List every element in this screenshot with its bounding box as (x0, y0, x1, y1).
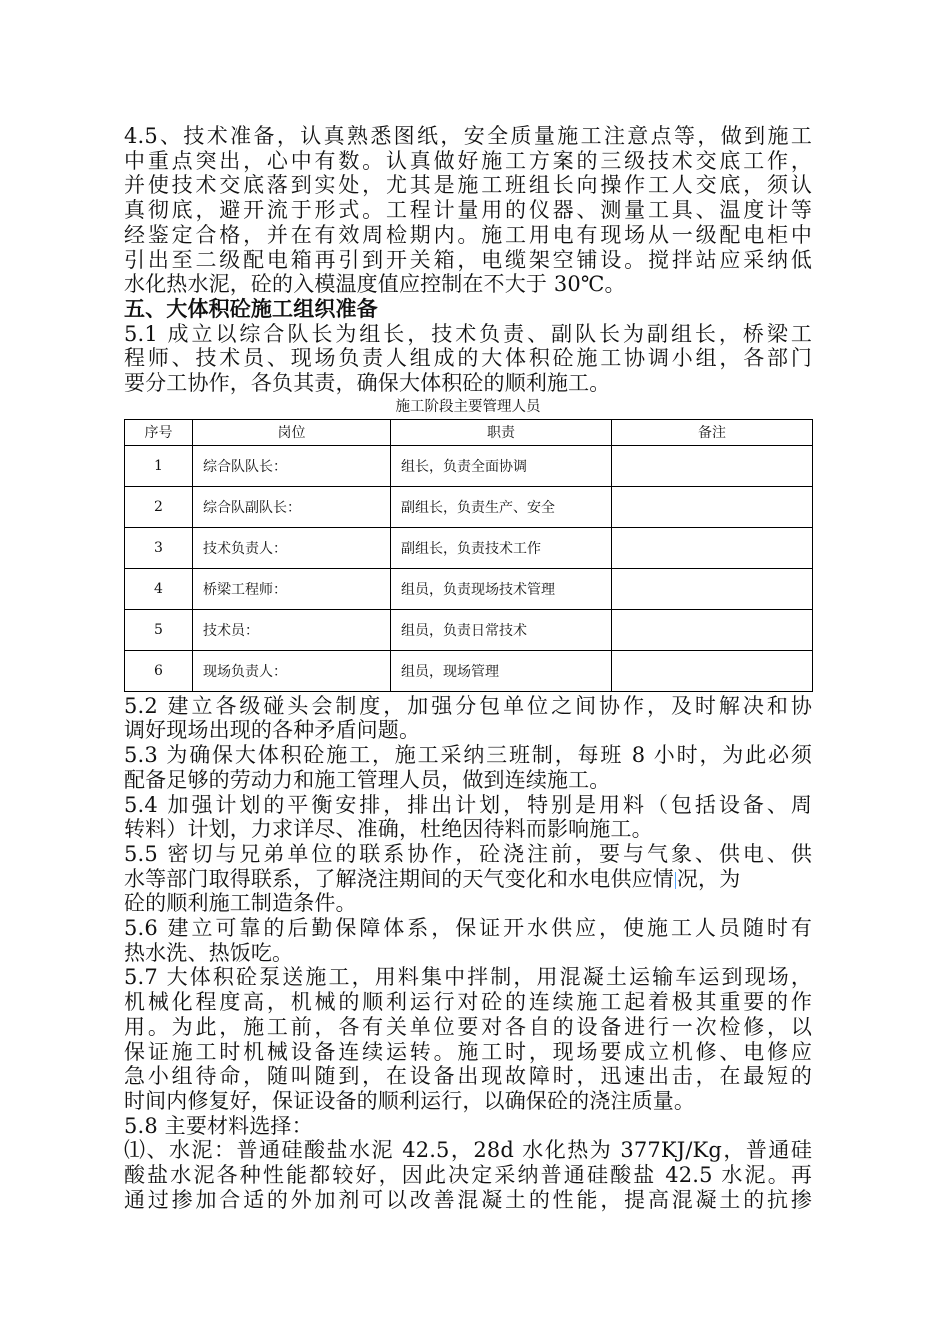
text-line: 配备足够的劳动力和施工管理人员，做到连续施工。 (124, 767, 611, 792)
cell-post: 综合队副队长： (193, 486, 391, 527)
text-line: 酸盐水泥各种性能都较好，因此决定采纳普通硅酸盐 42.5 水泥。再 (124, 1163, 812, 1188)
cell-duty: 组长，负责全面协调 (391, 445, 612, 486)
text-line: 热水洗、热饭吃。 (124, 940, 294, 965)
text-line: 通过掺加合适的外加剂可以改善混凝土的性能，提高混凝土的抗掺 (124, 1187, 812, 1212)
text-line: 5.4 加强计划的平衡安排，排出计划，特别是用料（包括设备、周 (124, 792, 812, 817)
cell-note (612, 568, 813, 609)
paragraph-5-8 (124, 1114, 812, 1213)
text-line: 转料）计划，力求详尽、准确，杜绝因待料而影响施工。 (124, 817, 653, 842)
cell-duty: 组员，负责现场技术管理 (391, 568, 612, 609)
table-row (125, 445, 813, 486)
cell-duty: 组员，现场管理 (391, 650, 612, 691)
header-post: 岗位 (193, 419, 391, 445)
paragraph-5-5 (124, 842, 812, 916)
header-duty: 职责 (391, 419, 612, 445)
table-row (125, 486, 813, 527)
paragraph-5-4 (124, 793, 812, 842)
cell-note (612, 445, 813, 486)
text-line: 4.5、技术准备，认真熟悉图纸，安全质量施工注意点等，做到施工 (124, 124, 812, 148)
text-line: 保证施工时机械设备连续运转。施工时，现场要成立机修、电修应 (124, 1039, 812, 1064)
table-header-row (125, 419, 813, 445)
cell-note (612, 650, 813, 691)
text-line: 中重点突出，心中有数。认真做好施工方案的三级技术交底工作， (124, 148, 812, 173)
text-line: 机械化程度高，机械的顺利运行对砼的连续施工起着极其重要的作 (124, 990, 812, 1015)
cell-note (612, 609, 813, 650)
text-line: 5.8 主要材料选择： (124, 1113, 313, 1138)
header-note: 备注 (612, 419, 813, 445)
text-cursor-mark (675, 872, 676, 889)
text-line: 用。为此，施工前，各有关单位要对各自的设备进行一次检修，以 (124, 1014, 812, 1039)
text-line: 5.7 大体积砼泵送施工，用料集中拌制，用混凝土运输车运到现场， (124, 965, 812, 990)
text-line: 水化热水泥，砼的入模温度值应控制在不大于 30℃。 (124, 272, 626, 297)
cell-note (612, 527, 813, 568)
text-line: 急小组待命，随叫随到，在设备出现故障时，迅速出击，在最短的 (124, 1064, 812, 1089)
text-line: 5.1 成立以综合队长为组长，技术负责、副队长为副组长，桥梁工 (124, 321, 812, 346)
cell-no: 6 (125, 650, 193, 691)
paragraph-5-1 (124, 322, 812, 396)
text-line: 5.5 密切与兄弟单位的联系协作，砼浇注前，要与气象、供电、供 (124, 841, 812, 866)
text-segment: 况，为 (676, 866, 741, 891)
paragraph-5-2 (124, 694, 812, 743)
cell-post: 技术负责人： (193, 527, 391, 568)
paragraph-4-5 (124, 124, 812, 297)
document-page (124, 124, 812, 1213)
cell-note (612, 486, 813, 527)
text-line: 调好现场出现的各种矛盾问题。 (124, 718, 421, 743)
cell-no: 2 (125, 486, 193, 527)
cell-post: 综合队队长： (193, 445, 391, 486)
cell-post: 现场负责人： (193, 650, 391, 691)
table-row (125, 650, 813, 691)
text-line: 引出至二级配电箱再引到开关箱，电缆架空铺设。搅拌站应采纳低 (124, 247, 812, 272)
text-line: 5.6 建立可靠的后勤保障体系，保证开水供应，使施工人员随时有 (124, 916, 812, 941)
text-line: 真彻底，避开流于形式。工程计量用的仪器、测量工具、温度计等 (124, 198, 812, 223)
text-line: ⑴、水泥：普通硅酸盐水泥 42.5，28d 水化热为 377KJ/Kg，普通硅 (124, 1138, 812, 1163)
text-line: 5.3 为确保大体积砼施工，施工采纳三班制，每班 8 小时，为此必须 (124, 743, 812, 768)
cell-duty: 副组长，负责生产、安全 (391, 486, 612, 527)
paragraph-5-6 (124, 916, 812, 965)
table-row (125, 568, 813, 609)
cell-no: 1 (125, 445, 193, 486)
table-row (125, 527, 813, 568)
cell-duty: 副组长，负责技术工作 (391, 527, 612, 568)
section-heading: 五、大体积砼施工组织准备 (124, 295, 378, 321)
text-line: 5.2 建立各级碰头会制度，加强分包单位之间协作，及时解决和协 (124, 693, 812, 718)
paragraph-5-3 (124, 743, 812, 792)
text-line: 并使技术交底落到实处，尤其是施工班组长向操作工人交底，须认 (124, 173, 812, 198)
text-line: 砼的顺利施工制造条件。 (124, 891, 357, 916)
text-line: 时间内修复好，保证设备的顺利运行，以确保砼的浇注质量。 (124, 1088, 696, 1113)
paragraph-5-7 (124, 965, 812, 1113)
header-no: 序号 (125, 419, 193, 445)
table-caption: 施工阶段主要管理人员 (395, 398, 541, 415)
text-line: 经鉴定合格，并在有效周检期内。施工用电有现场从一级配电柜中 (124, 222, 812, 247)
text-segment: 水等部门取得联系，了解浇注期间的天气变化和水电供应情 (124, 866, 674, 891)
cell-no: 4 (125, 568, 193, 609)
table-row (125, 609, 813, 650)
cell-post: 技术员： (193, 609, 391, 650)
text-line: 程师、技术员、现场负责人组成的大体积砼施工协调小组，各部门 (124, 346, 812, 371)
cell-duty: 组员，负责日常技术 (391, 609, 612, 650)
cell-post: 桥梁工程师： (193, 568, 391, 609)
cell-no: 3 (125, 527, 193, 568)
text-line: 要分工协作，各负其责，确保大体积砼的顺利施工。 (124, 371, 611, 396)
cell-no: 5 (125, 609, 193, 650)
text-line (124, 867, 812, 892)
personnel-table (124, 419, 813, 692)
